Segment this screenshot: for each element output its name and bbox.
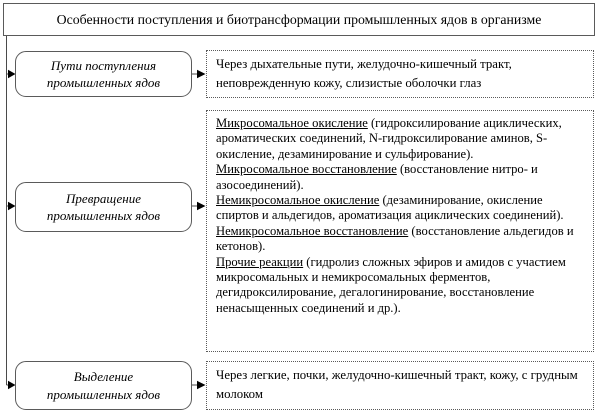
node-transformation <box>15 182 192 232</box>
reaction-term: Прочие реакции <box>216 254 304 269</box>
node-excretion <box>15 361 192 410</box>
reaction-description: (гидролиз сложных эфиров и амидов с участием микросомальных и немикросомальных ферментов, дегидроксилирование, дегалогинирование, восстановление ненасыщенных соединений и др.). <box>216 254 566 315</box>
reaction-term: Немикросомальное окисление <box>216 193 380 208</box>
detail-excretion <box>206 361 594 410</box>
reaction-description: (восстановление нитро- и азосоединений). <box>216 162 538 192</box>
reaction-item <box>216 193 585 224</box>
arrowhead-icon <box>197 381 206 389</box>
reaction-description: (дезаминирование, окисление спиртов и альдегидов, ароматизация ациклических соединений). <box>216 193 564 223</box>
node-label-line: промышленных ядов <box>46 208 161 223</box>
node-label-line: промышленных ядов <box>46 75 161 90</box>
reaction-term: Микросомальное окисление <box>216 116 368 130</box>
diagram-title: Особенности поступления и биотрансформации промышленных ядов в организме <box>56 11 542 27</box>
detail-entry-routes <box>206 50 594 98</box>
node-label-line: Пути поступления <box>50 57 157 73</box>
detail-text <box>216 366 585 403</box>
detail-text-value: Через легкие, почки, желудочно-кишечный тракт, кожу, с грудным молоком <box>216 368 578 401</box>
node-label-line: Выделение <box>73 369 134 385</box>
detail-text <box>216 55 585 92</box>
reaction-term: Немикросомальное восстановление <box>216 223 409 238</box>
detail-text-value: Через дыхательные пути, желудочно-кишечный тракт, неповрежденную кожу, слизистые оболочки глаз <box>216 57 512 90</box>
title-box <box>3 3 595 36</box>
arrowhead-icon <box>197 202 206 210</box>
node-entry-routes <box>15 51 192 97</box>
node-label-line: Превращение <box>66 190 141 206</box>
reaction-item <box>216 116 585 162</box>
node-label-line: промышленных ядов <box>46 386 161 402</box>
arrowhead-icon <box>197 70 206 78</box>
reaction-item <box>216 224 585 255</box>
reaction-item <box>216 162 585 193</box>
detail-transformation <box>206 110 594 352</box>
reaction-item <box>216 255 585 317</box>
reaction-term: Микросомальное восстановление <box>216 162 397 177</box>
reaction-description: (гидроксилирование ациклических, ароматических соединений, N-гидроксилирование аминов, S-окисление, дезаминирование и сульфирование). <box>216 116 562 161</box>
reaction-description: (восстановление альдегидов и кетонов). <box>216 223 574 254</box>
